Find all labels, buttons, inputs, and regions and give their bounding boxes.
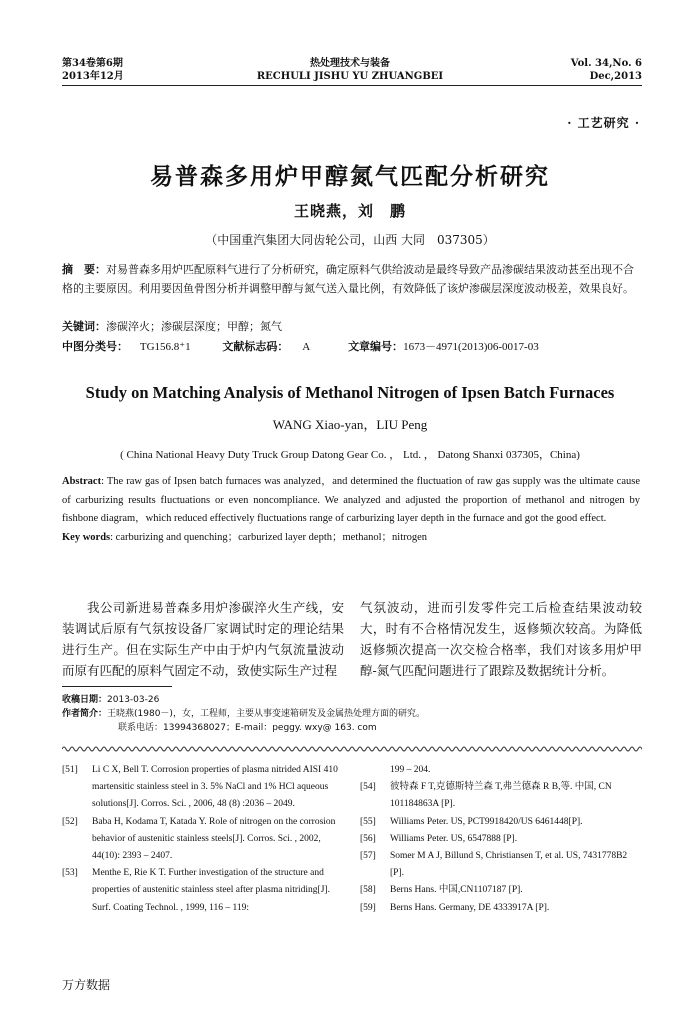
reference-text: Williams Peter. US, PCT9918420/US 6461448[P]. [390, 816, 583, 827]
reference-item [360, 779, 642, 813]
wavy-divider [62, 745, 642, 753]
reference-item [360, 831, 642, 848]
footnote [62, 693, 642, 735]
reference-number: [57] [360, 851, 376, 862]
abstract-en [62, 473, 640, 547]
received-label: 收稿日期： [62, 695, 108, 705]
keywords-cn [62, 317, 640, 336]
contact-info: 联系电话：13994368027；E-mail：peggy. wxy@ 163. com [118, 723, 377, 733]
header-volume-cn: 第34卷第6期 [62, 58, 123, 69]
keywords-en-text: : carburizing and quenching；carburized layer depth；methanol；nitrogen [110, 531, 428, 543]
body-column-right: 气氛波动，进而引发零件完工后检查结果波动较大，时有不合格情况发生，返修频次较高。为降低返修频次提高一次交检合格率，我们对该多用炉甲醇-氮气匹配问题进行了跟踪及数据统计分析。 [360, 600, 642, 678]
clc-value: TG156.8⁺1 [139, 341, 191, 353]
affiliation-cn: （中国重汽集团大同齿轮公司，山西 大同 037305） [205, 233, 495, 247]
abstract-cn-label: 摘 要： [62, 263, 106, 276]
header-rule [62, 85, 642, 86]
authors-en: WANG Xiao-yan，LIU Peng [272, 417, 428, 432]
article-number-label: 文章编号： [348, 340, 404, 353]
references-left [62, 762, 342, 917]
reference-text: Li C X, Bell T. Corrosion properties of plasma nitrided AISI 410 martensitic stainless steel in 3. 5% NaCl and 1% HCl aqueous solutions[J]. Corros. Sci. , 2006, 48 (8) :2036 – 2049. [92, 765, 338, 810]
reference-number: [55] [360, 816, 376, 827]
reference-item [360, 900, 642, 917]
author-bio-label: 作者简介： [62, 709, 108, 719]
reference-text: Williams Peter. US, 6547888 [P]. [390, 833, 518, 844]
reference-text: Berns Hans. 中国,CN1107187 [P]. [390, 885, 523, 896]
doc-code-value: A [302, 341, 311, 353]
abstract-en-text: : The raw gas of Ipsen batch furnaces was analyzed，and determined the fluctuation of raw gas supply was the ultimate cause of carburizing results fluctuations or even noncompliance. We analyzed and adjusted the proportion of methanol and nitrogen by fishbone diagram，which reduced effectively fluctuations range of carburizing layer depth in the furnace and got the good effect. [62, 476, 640, 525]
doc-code-label: 文献标志码： [222, 340, 289, 353]
keywords-cn-text: 渗碳淬火；渗碳层深度；甲醇；氮气 [106, 320, 282, 333]
reference-item [360, 814, 642, 831]
header-date-cn: 2013年12月 [62, 71, 124, 82]
title-en: Study on Matching Analysis of Methanol Nitrogen of Ipsen Batch Furnaces [85, 383, 615, 402]
author-bio: 王晓燕(1980－)，女，工程师，主要从事变速箱研发及金属热处理方面的研究。 [107, 709, 425, 719]
journal-name-cn: 热处理技术与装备 [310, 58, 390, 69]
header-volume-en: Vol. 34,No. 6 [570, 58, 642, 69]
affiliation-en: ( China National Heavy Duty Truck Group Datong Gear Co. ， Ltd. ， Datong Shanxi 037305，China) [120, 449, 580, 461]
header-left [62, 57, 124, 83]
reference-text: 199 – 204. [390, 765, 431, 775]
header-center [200, 57, 500, 83]
reference-text: 彼特森 F T,克德斯特兰森 T,弗兰德森 R B,等. 中国, CN 101184863A [P]. [390, 782, 612, 810]
reference-text: Baba H, Kodama T, Katada Y. Role of nitrogen on the corrosion behavior of austenitic stainless steels[J]. Corros. Sci. , 2002, 44(10): 2393 – 2407. [92, 816, 336, 862]
article-number-value: 1673－4971(2013)06-0017-03 [403, 341, 539, 353]
reference-number: [56] [360, 833, 376, 844]
reference-item [360, 848, 642, 882]
reference-text: Menthe E, Rie K T. Further investigation of the structure and properties of austenitic stainless steel after plasma nitriding[J]. Surf. Coating Technol. , 1999, 116 – 119: [92, 868, 330, 913]
reference-item [360, 882, 642, 899]
reference-item [62, 762, 342, 814]
classification-row [62, 338, 640, 354]
reference-number: [52] [62, 816, 78, 827]
section-tag: · 工艺研究 · [567, 116, 640, 130]
abstract-en-label: Abstract [62, 476, 102, 487]
references-right [360, 762, 642, 917]
reference-number: [59] [360, 902, 376, 913]
title-cn: 易普森多用炉甲醇氮气匹配分析研究 [150, 163, 550, 190]
footer-watermark: 万方数据 [62, 978, 111, 992]
reference-number: [54] [360, 782, 376, 793]
header-date-en: Dec,2013 [589, 71, 642, 82]
reference-number: [53] [62, 868, 78, 879]
reference-number: [51] [62, 765, 78, 775]
keywords-cn-label: 关键词： [62, 320, 106, 333]
body-column-left: 我公司新进易普森多用炉渗碳淬火生产线，安装调试后原有气氛按设备厂家调试时定的理论结果进行生产。但在实际生产中由于炉内气氛流量波动而原有匹配的原料气固定不动，致使实际生产过程 [62, 600, 344, 678]
abstract-cn-text: 对易普森多用炉匹配原料气进行了分析研究，确定原料气供给波动是最终导致产品渗碳结果波动甚至出现不合格的主要原因。利用要因鱼骨图分析并调整甲醇与氮气送入量比例，有效降低了该炉渗碳层深度波动极差，效果良好。 [62, 263, 634, 295]
keywords-en-label: Key words [62, 531, 111, 543]
clc-label: 中图分类号： [62, 340, 128, 353]
journal-name-en: RECHULI JISHU YU ZHUANGBEI [256, 71, 444, 82]
abstract-cn [62, 260, 640, 298]
reference-text: Somer M A J, Billund S, Christiansen T, et al. US, 7431778B2 [P]. [390, 851, 628, 879]
received-date: 2013-03-26 [107, 695, 160, 705]
header-right [571, 57, 642, 83]
reference-item [360, 762, 642, 779]
reference-item [62, 865, 342, 917]
reference-text: Berns Hans. Germany, DE 4333917A [P]. [390, 902, 550, 913]
footnote-rule [62, 686, 172, 687]
reference-number: [58] [360, 885, 376, 896]
reference-item [62, 814, 342, 866]
authors-cn: 王晓燕，刘 鹏 [293, 202, 406, 220]
